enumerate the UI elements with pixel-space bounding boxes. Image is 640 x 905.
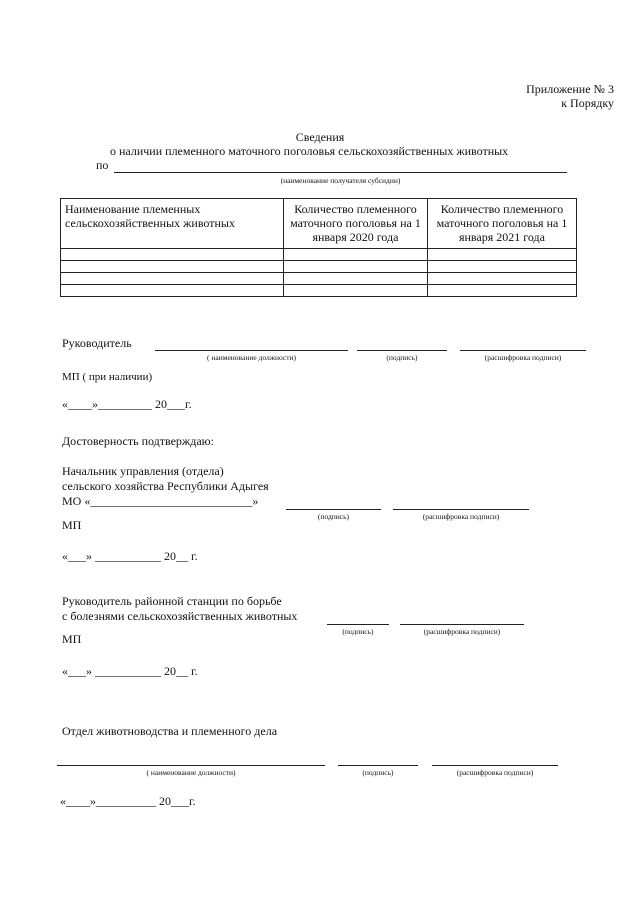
stamp-label: МП [62,632,82,646]
caption-signature: (подпись) [386,353,418,362]
head-signature-line[interactable] [357,350,447,351]
table-cell[interactable] [284,285,428,297]
chief-title-line1: Начальник управления (отдела) [62,464,224,478]
dept-position-line[interactable] [57,765,325,766]
table-cell[interactable] [428,285,577,297]
appendix-ref: к Порядку [561,96,614,110]
recipient-prefix: по [96,158,109,172]
dept-decoding-line[interactable] [432,765,558,766]
caption-position: ( наименование должности) [146,768,236,777]
caption-decoding: (расшифровка подписи) [456,768,534,777]
station-signature-line[interactable] [327,624,389,625]
table-cell[interactable] [284,273,428,285]
caption-signature: (подпись) [362,768,394,777]
table-cell[interactable] [428,273,577,285]
table-cell[interactable] [61,261,284,273]
date-field[interactable]: «___» ___________ 20__ г. [62,664,198,678]
table-header-row [61,199,577,249]
chief-municipality[interactable]: МО «___________________________» [62,494,259,508]
caption-decoding: (расшифровка подписи) [422,512,500,521]
caption-decoding: (расшифровка подписи) [484,353,562,362]
head-position-line[interactable] [155,350,348,351]
table-cell[interactable] [284,261,428,273]
stamp-label: МП ( при наличии) [62,371,153,383]
chief-decoding-line[interactable] [393,509,529,510]
station-decoding-line[interactable] [400,624,524,625]
appendix-number: Приложение № 3 [526,82,614,96]
department-title: Отдел животноводства и племенного дела [62,724,278,738]
livestock-table [60,198,577,297]
column-header-name: Наименование племенных сельскохозяйственных животных [61,199,284,249]
caption-signature: (подпись) [317,512,350,521]
caption-decoding: (расшифровка подписи) [423,627,501,636]
document-title: Сведения [295,130,345,144]
table-cell[interactable] [428,249,577,261]
station-title-line1: Руководитель районной станции по борьбе [62,594,282,608]
table-row [61,273,577,285]
table-row [61,249,577,261]
head-label: Руководитель [62,336,132,350]
caption-signature: (подпись) [342,627,374,636]
dept-signature-line[interactable] [338,765,418,766]
column-header-2020: Количество племенного маточного поголовья на 1 января 2020 года [284,199,428,249]
date-field[interactable]: «___» ___________ 20__ г. [62,549,198,563]
table-cell[interactable] [428,261,577,273]
station-title-line2: с болезнями сельскохозяйственных животных [62,609,298,623]
chief-title-line2: сельского хозяйства Республики Адыгея [62,479,269,493]
stamp-label: МП [62,518,82,532]
date-field[interactable]: «____»__________ 20___г. [60,794,196,808]
confirmation-label: Достоверность подтверждаю: [62,434,214,448]
table-cell[interactable] [61,273,284,285]
caption-position: ( наименование должности) [206,353,297,362]
table-cell[interactable] [284,249,428,261]
document-subtitle: о наличии племенного маточного поголовья сельскохозяйственных животных [110,144,509,158]
head-decoding-line[interactable] [460,350,586,351]
recipient-field-line[interactable] [114,172,567,173]
table-row [61,285,577,297]
chief-signature-line[interactable] [286,509,381,510]
recipient-caption: (наименование получателя субсидии) [280,176,401,185]
table-row [61,261,577,273]
date-field[interactable]: «____»_________ 20___г. [62,397,192,411]
table-cell[interactable] [61,285,284,297]
table-cell[interactable] [61,249,284,261]
column-header-2021: Количество племенного маточного поголовья на 1 января 2021 года [428,199,577,249]
